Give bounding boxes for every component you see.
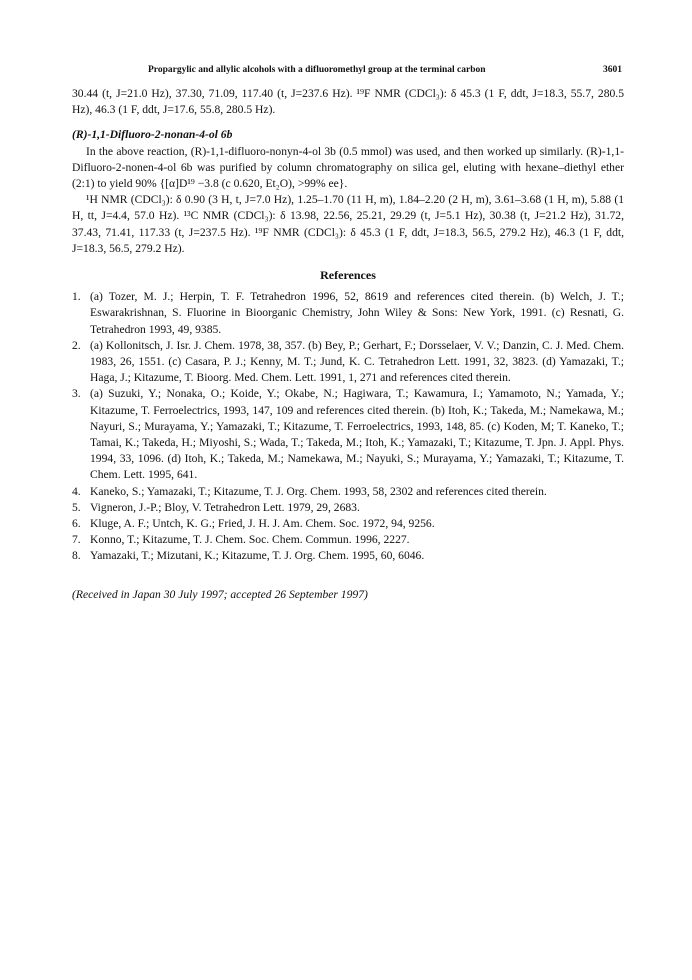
received-date-note: (Received in Japan 30 July 1997; accepted 26 September 1997)	[72, 587, 368, 601]
reference-item	[72, 516, 624, 532]
reference-text: Konno, T.; Kitazume, T. J. Chem. Soc. Chem. Commun. 1996, 2227.	[90, 533, 410, 547]
nmr-continuation-paragraph: 30.44 (t, J=21.0 Hz), 37.30, 71.09, 117.40 (t, J=237.6 Hz). ¹⁹F NMR (CDCl₃): δ 45.3 (1 F, ddt, J=18.3, 55.7, 280.5 Hz), 46.3 (1 F, ddt, J=17.6, 55.8, 280.5 Hz).	[72, 87, 624, 117]
reference-text: Vigneron, J.-P.; Bloy, V. Tetrahedron Lett. 1979, 29, 2683.	[90, 500, 360, 514]
reference-number: 6.	[72, 517, 81, 531]
compound-heading: (R)-1,1-Difluoro-2-nonan-4-ol 6b	[72, 128, 233, 142]
reference-text: (a) Tozer, M. J.; Herpin, T. F. Tetrahedron 1996, 52, 8619 and references cited therein. (b) Welch, J. T.; Eswarakrishnan, S. Fluorine in Bioorganic Chemistry, John Wiley & Sons: New York, 1991. (c) Resnati, G. Tetrahedron 1993, 49, 9385.	[90, 290, 624, 336]
reference-number: 4.	[72, 484, 81, 498]
reference-text: (a) Kollonitsch, J. Isr. J. Chem. 1978, 38, 357. (b) Bey, P.; Gerhart, F.; Dorsselaer, V. V.; Danzin, C. J. Med. Chem. 1983, 26, 1551. (c) Casara, P. J.; Kenny, M. T.; Jund, K. C. Tetrahedron Lett. 1991, 32, 3823. (d) Yamazaki, T.; Haga, J.; Kitazume, T. Bioorg. Med. Chem. Lett. 1991, 1, 271 and references cited therein.	[90, 338, 624, 385]
reference-item	[72, 532, 624, 548]
page-header	[72, 65, 622, 79]
reference-item	[72, 386, 624, 483]
references-heading: References	[320, 268, 376, 283]
reference-text: Kaneko, S.; Yamazaki, T.; Kitazume, T. J. Org. Chem. 1993, 58, 2302 and references cited therein.	[90, 484, 547, 498]
reference-number: 7.	[72, 533, 81, 547]
reference-text: Yamazaki, T.; Mizutani, K.; Kitazume, T. J. Org. Chem. 1995, 60, 6046.	[90, 549, 425, 563]
reference-item	[72, 338, 624, 387]
page-number: 3601	[603, 65, 622, 75]
procedure-paragraph: In the above reaction, (R)-1,1-difluoro-nonyn-4-ol 3b (0.5 mmol) was used, and then worked up similarly. (R)-1,1-Difluoro-2-nonen-4-ol 6b was purified by column chromatography on silica gel, eluting with hexane–diethyl ether (2:1) to yield 90% {[α]D¹⁹ −3.8 (c 0.620, Et₂O), >99% ee}.	[72, 144, 624, 191]
reference-number: 5.	[72, 500, 81, 514]
reference-item	[72, 289, 624, 338]
references-list	[72, 289, 624, 564]
reference-number: 3.	[72, 387, 81, 401]
reference-number: 2.	[72, 338, 81, 352]
reference-item	[72, 484, 624, 500]
reference-number: 1.	[72, 290, 81, 304]
running-title: Propargylic and allylic alcohols with a difluoromethyl group at the terminal carbon	[148, 65, 486, 75]
nmr-paragraph: ¹H NMR (CDCl₃): δ 0.90 (3 H, t, J=7.0 Hz), 1.25–1.70 (11 H, m), 1.84–2.20 (2 H, m), 3.61–3.68 (1 H, m), 5.88 (1 H, tt, J=4.4, 57.0 Hz). ¹³C NMR (CDCl₃): δ 13.98, 22.56, 25.21, 29.29 (t, J=5.1 Hz), 30.38 (t, J=21.2 Hz), 31.72, 37.43, 71.41, 117.33 (t, J=237.5 Hz). ¹⁹F NMR (CDCl₃): δ 45.3 (1 F, ddt, J=18.3, 56.5, 279.2 Hz), 46.3 (1 F, ddt, J=18.3, 56.5, 279.2 Hz).	[72, 193, 624, 255]
article-body	[72, 86, 624, 603]
reference-item	[72, 500, 624, 516]
reference-item	[72, 548, 624, 564]
reference-text: (a) Suzuki, Y.; Nonaka, O.; Koide, Y.; Okabe, N.; Hagiwara, T.; Kawamura, I.; Yamamoto, N.; Yamada, Y.; Kitazume, T. Ferroelectrics, 1993, 147, 109 and references cited therein. (b) Itoh, K.; Takeda, M.; Namekawa, M.; Nayuri, S.; Murayama, Y.; Yamazaki, T.; Kitazume, T. Ferroelectrics, 1993, 148, 85. (c) Koden, M; T. Kaneko, T.; Tamai, K.; Takeda, H.; Miyoshi, S.; Wada, T.; Takeda, M.; Itoh, K.; Yamazaki, T.; Kitazume, T. Jpn. J. Appl. Phys. 1994, 33, 1096. (d) Itoh, K.; Takeda, M.; Namekawa, M.; Nayuki, S.; Murayama, Y.; Yamazaki, T.; Kitazume, T. Chem. Lett. 1995, 641.	[90, 387, 624, 482]
reference-number: 8.	[72, 549, 81, 563]
reference-text: Kluge, A. F.; Untch, K. G.; Fried, J. H. J. Am. Chem. Soc. 1972, 94, 9256.	[90, 517, 435, 531]
